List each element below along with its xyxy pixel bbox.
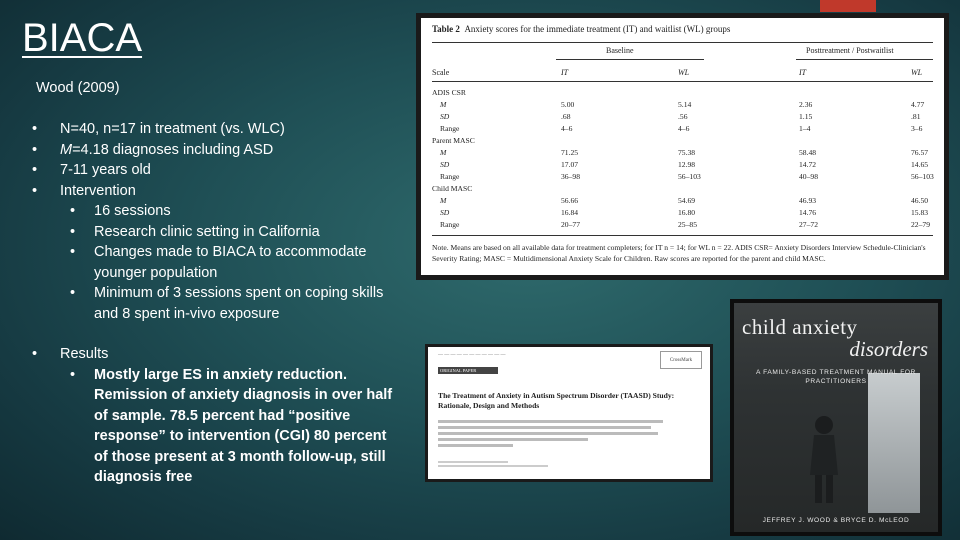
table-cell: 56–103 [911, 172, 934, 181]
table-cell: .56 [678, 112, 688, 121]
table-row [421, 124, 944, 135]
bullet-item [30, 140, 400, 161]
results-text: Mostly large ES in anxiety reduction. Remission of anxiety diagnosis in over half of sample. 78.5 percent had “positive response” to intervention (CGI) 80 percent of those present at 3 month follow-up, still diagnosis free [94, 366, 393, 485]
table-cell: 4–6 [678, 124, 690, 133]
sub-bullet-text: Minimum of 3 sessions spent on coping skills and 8 spent in-vivo exposure [94, 285, 384, 322]
bullet-dot: • [70, 244, 76, 260]
table-row [421, 136, 944, 147]
table-rule [432, 42, 933, 43]
bullet-text: 7-11 years old [60, 162, 151, 178]
table-rule [432, 81, 933, 82]
sub-bullet-text: Research clinic setting in California [94, 223, 320, 240]
bullet-dot: • [32, 162, 38, 178]
mean-symbol: M [60, 141, 73, 158]
table-cell: 14.76 [799, 208, 817, 217]
row-label: M [440, 148, 447, 157]
col-header-it: IT [561, 68, 569, 77]
row-label: Range [440, 220, 460, 229]
table-cell: 3–6 [911, 124, 923, 133]
table-row [421, 196, 944, 207]
sub-bullet-text: 16 sessions [94, 203, 171, 219]
sub-bullet-item [30, 222, 400, 243]
bullet-item [30, 181, 400, 202]
paper-authors [438, 417, 688, 450]
row-label: Range [440, 172, 460, 181]
row-label: SD [440, 160, 450, 169]
row-label: M [440, 196, 447, 205]
table-cell: 20–77 [561, 220, 580, 229]
bullet-dot: • [32, 121, 38, 137]
table-cell: 46.93 [799, 196, 817, 205]
col-header-wl: WL [911, 68, 923, 77]
bullet-text [60, 140, 273, 161]
table-cell: 12.98 [678, 160, 696, 169]
paper-publication-info [438, 459, 548, 469]
table-cell: 15.83 [911, 208, 929, 217]
table-image [416, 13, 949, 280]
book-authors: JEFFREY J. WOOD & BRYCE D. McLEOD [762, 517, 910, 524]
table-cell: .68 [561, 112, 571, 121]
table-cell: 56.66 [561, 196, 579, 205]
table-note: Note. Means are based on all available data for treatment completers; for IT n = 14; for WL n = 22. ADIS CSR= Anxiety Disorders Interview Schedule-Clinician's Severity Rating; MASC = Multidimensional Anxiety Scale for Children. Raw scores are reported for the parent and child MASC. [432, 243, 926, 263]
table-cell: 27–72 [799, 220, 818, 229]
sub-bullet-item [30, 201, 400, 222]
table-row [421, 100, 944, 111]
group-header-post: Posttreatment / Postwaitlist [806, 46, 894, 55]
bullet-dot: • [70, 223, 76, 240]
paper-badge: ORIGINAL PAPER [438, 367, 498, 374]
table-cell: 16.80 [678, 208, 696, 217]
table-cell: 36–98 [561, 172, 580, 181]
table-label: Table 2 [432, 24, 460, 34]
table-rule [432, 235, 933, 236]
row-label: SD [440, 112, 450, 121]
table-cell: 58.48 [799, 148, 817, 157]
table-cell: 76.57 [911, 148, 929, 157]
crossmark-logo: CrossMark [660, 351, 702, 369]
book-title-line2: disorders [849, 337, 928, 361]
table-cell: 5.14 [678, 100, 692, 109]
door-illustration [868, 373, 920, 513]
table-rule [556, 59, 704, 60]
anxiety-scores-table [421, 18, 944, 275]
bullet-item [30, 160, 400, 181]
table-row [421, 172, 944, 183]
row-label: Parent MASC [432, 136, 475, 145]
bullet-text-rest: =4.18 diagnoses including ASD [72, 141, 274, 158]
table-cell: 4–6 [561, 124, 573, 133]
bullet-dot: • [32, 346, 38, 362]
table-cell: 1–4 [799, 124, 811, 133]
row-label: Child MASC [432, 184, 473, 193]
table-cell: 71.25 [561, 148, 579, 157]
bullet-dot: • [70, 366, 76, 383]
table-row [421, 184, 944, 195]
table-cell: 17.07 [561, 160, 579, 169]
book-cover [734, 303, 938, 532]
table-cell: 56–103 [678, 172, 701, 181]
table-cell: 16.84 [561, 208, 579, 217]
row-label: ADIS CSR [432, 88, 466, 97]
table-cell: 75.38 [678, 148, 696, 157]
table-cell: 40–98 [799, 172, 818, 181]
table-cell: 4.77 [911, 100, 925, 109]
results-label: Results [60, 346, 109, 362]
bullet-dot: • [32, 182, 38, 199]
table-caption [432, 24, 730, 34]
paper-title: The Treatment of Anxiety in Autism Spectrum Disorder (TAASD) Study: Rationale, Design and Methods [438, 391, 675, 410]
bullet-text: N=40, n=17 in treatment (vs. WLC) [60, 121, 285, 137]
results-item [30, 365, 400, 488]
bullet-dot: • [32, 141, 38, 158]
row-label: SD [440, 208, 450, 217]
bullet-text: Intervention [60, 182, 136, 199]
bullet-dot: • [70, 285, 76, 301]
table-rule [796, 59, 933, 60]
table-cell: 2.36 [799, 100, 813, 109]
book-cover-image [730, 299, 942, 536]
bullet-list [30, 119, 400, 488]
table-row [421, 88, 944, 99]
slide-author: Wood (2009) [36, 80, 120, 96]
journal-header: — — — — — — — — — — — [438, 353, 506, 358]
row-label: M [440, 100, 447, 109]
accent-bar [820, 0, 876, 12]
col-header-wl: WL [678, 68, 690, 77]
table-row [421, 160, 944, 171]
bullet-item [30, 119, 400, 140]
row-label: Range [440, 124, 460, 133]
table-row [421, 220, 944, 231]
bullet-dot: • [70, 203, 76, 219]
book-subtitle: A FAMILY-BASED TREATMENT MANUAL FOR PRACTITIONERS [756, 369, 916, 385]
group-header-baseline: Baseline [606, 46, 634, 55]
paper-image [425, 344, 713, 482]
table-cell: 22–79 [911, 220, 930, 229]
table-cell: 5.00 [561, 100, 575, 109]
table-row [421, 112, 944, 123]
book-title-line1: child anxiety [742, 315, 858, 339]
slide-title: BIACA [22, 16, 143, 60]
table-row [421, 208, 944, 219]
child-silhouette-icon [804, 413, 844, 508]
col-header-scale: Scale [432, 68, 450, 77]
col-header-it: IT [799, 68, 807, 77]
results-heading [30, 344, 400, 365]
table-cell: .81 [911, 112, 921, 121]
table-cell: 25–85 [678, 220, 697, 229]
sub-bullet-item [30, 242, 400, 283]
table-cell: 14.72 [799, 160, 817, 169]
table-cell: 14.65 [911, 160, 929, 169]
table-row [421, 148, 944, 159]
sub-bullet-text: Changes made to BIACA to accommodate younger population [94, 244, 367, 281]
table-caption-text: Anxiety scores for the immediate treatment (IT) and waitlist (WL) groups [464, 24, 731, 34]
table-cell: 1.15 [799, 112, 813, 121]
table-cell: 54.69 [678, 196, 696, 205]
table-cell: 46.50 [911, 196, 929, 205]
sub-bullet-item [30, 283, 400, 324]
